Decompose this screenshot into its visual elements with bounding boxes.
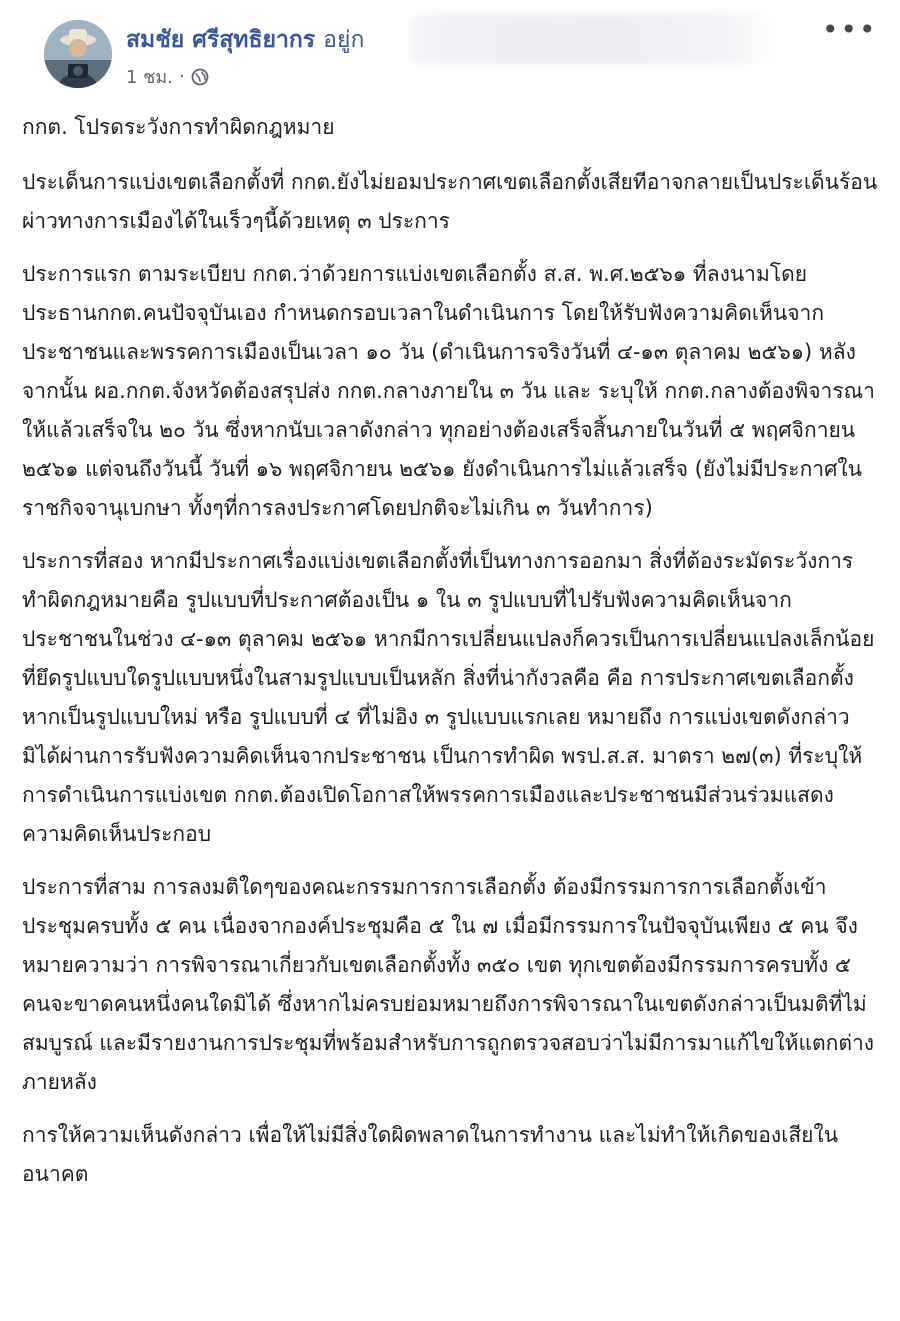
author-status-text: อยู่ก (323, 27, 365, 53)
meta-separator: · (178, 66, 185, 87)
globe-icon[interactable] (191, 68, 209, 86)
more-options-button[interactable] (822, 13, 878, 46)
post-paragraph: ประการที่สาม การลงมติใดๆของคณะกรรมการการเลือกตั้ง ต้องมีกรรมการการเลือกตั้งเข้าประชุมครบทั้ง ๕ คน เนื่องจากองค์ประชุมคือ ๕ ใน ๗ เมื่อมีกรรมการในปัจจุบันเพียง ๕ คน จึงหมายความว่า การพิจารณาเกี่ยวกับเขตเลือกตั้งทั้ง ๓๕๐ เขต ทุกเขตต้องมีกรรมการครบทั้ง ๕ คนจะขาดคนหนึ่งคนใดมิได้ ซึ่งหากไม่ครบย่อมหมายถึงการพิจารณาในเขตดังกล่าวเป็นมติที่ไม่สมบูรณ์ และมีรายงานการประชุมที่พร้อมสำหรับการถูกตรวจสอบว่าไม่มีการมาแก้ไขให้แตกต่างภายหลัง (22, 875, 875, 1094)
blurred-redaction (410, 14, 780, 64)
post-timestamp[interactable]: 1 ชม. (126, 67, 173, 88)
post-paragraph: การให้ความเห็นดังกล่าว เพื่อให้ไม่มีสิ่งใดผิดพลาดในการทำงาน และไม่ทำให้เกิดของเสียในอนาคต (22, 1123, 839, 1186)
more-options-icon: ••• (822, 13, 878, 46)
post-paragraph: ประเด็นการแบ่งเขตเลือกตั้งที่ กกต.ยังไม่ยอมประกาศเขตเลือกตั้งเสียทีอาจกลายเป็นประเด็นร้อนผ่าวทางการเมืองได้ในเร็วๆนี้ด้วยเหตุ ๓ ประการ (22, 170, 878, 233)
author-line (126, 22, 364, 58)
post-paragraph: ประการที่สอง หากมีประกาศเรื่องแบ่งเขตเลือกตั้งที่เป็นทางการออกมา สิ่งที่ต้องระมัดระวังการทำผิดกฎหมายคือ รูปแบบที่ประกาศต้องเป็น ๑ ใน ๓ รูปแบบที่ไปรับฟังความคิดเห็นจากประชาชนในช่วง ๔-๑๓ ตุลาคม ๒๕๖๑ หากมีการเปลี่ยนแปลงก็ควรเป็นการเปลี่ยนแปลงเล็กน้อยที่ยึดรูปแบบใดรูปแบบหนึ่งในสามรูปแบบเป็นหลัก สิ่งที่น่ากังวลคือ คือ การประกาศเขตเลือกตั้งหากเป็นรูปแบบใหม่ หรือ รูปแบบที่ ๔ ที่ไม่อิง ๓ รูปแบบแรกเลย หมายถึง การแบ่งเขตดังกล่าว มิได้ผ่านการรับฟังความคิดเห็นจากประชาชน เป็นการทำผิด พรป.ส.ส. มาตรา ๒๗(๓) ที่ระบุให้ การดำเนินการแบ่งเขต กกต.ต้องเปิดโอกาสให้พรรคการเมืองและประชาชนมีส่วนร่วมแสดงความคิดเห็นประกอบ (22, 549, 875, 846)
author-avatar[interactable] (44, 20, 112, 88)
avatar-photo-icon (44, 20, 112, 88)
post-paragraph: กกต. โปรดระวังการทำผิดกฎหมาย (22, 115, 335, 139)
post-header (22, 0, 878, 100)
post-body (22, 108, 878, 1208)
post-meta (126, 62, 209, 91)
post-paragraph: ประการแรก ตามระเบียบ กกต.ว่าด้วยการแบ่งเขตเลือกตั้ง ส.ส. พ.ศ.๒๕๖๑ ที่ลงนามโดยประธานกกต.คนปัจจุบันเอง กำหนดกรอบเวลาในดำเนินการ โดยให้รับฟังความคิดเห็นจากประชาชนและพรรคการเมืองเป็นเวลา ๑๐ วัน (ดำเนินการจริงวันที่ ๔-๑๓ ตุลาคม ๒๕๖๑) หลังจากนั้น ผอ.กกต.จังหวัดต้องสรุปส่ง กกต.กลางภายใน ๓ วัน และ ระบุให้ กกต.กลางต้องพิจารณาให้แล้วเสร็จใน ๒๐ วัน ซึ่งหากนับเวลาดังกล่าว ทุกอย่างต้องเสร็จสิ้นภายในวันที่ ๕ พฤศจิกายน ๒๕๖๑ แต่จนถึงวันนี้ วันที่ ๑๖ พฤศจิกายน ๒๕๖๑ ยังดำเนินการไม่แล้วเสร็จ (ยังไม่มีประกาศในราชกิจจานุเบกษา ทั้งๆที่การลงประกาศโดยปกติจะไม่เกิน ๓ วันทำการ) (22, 262, 875, 520)
author-name-link[interactable]: สมชัย ศรีสุทธิยากร (126, 27, 316, 53)
